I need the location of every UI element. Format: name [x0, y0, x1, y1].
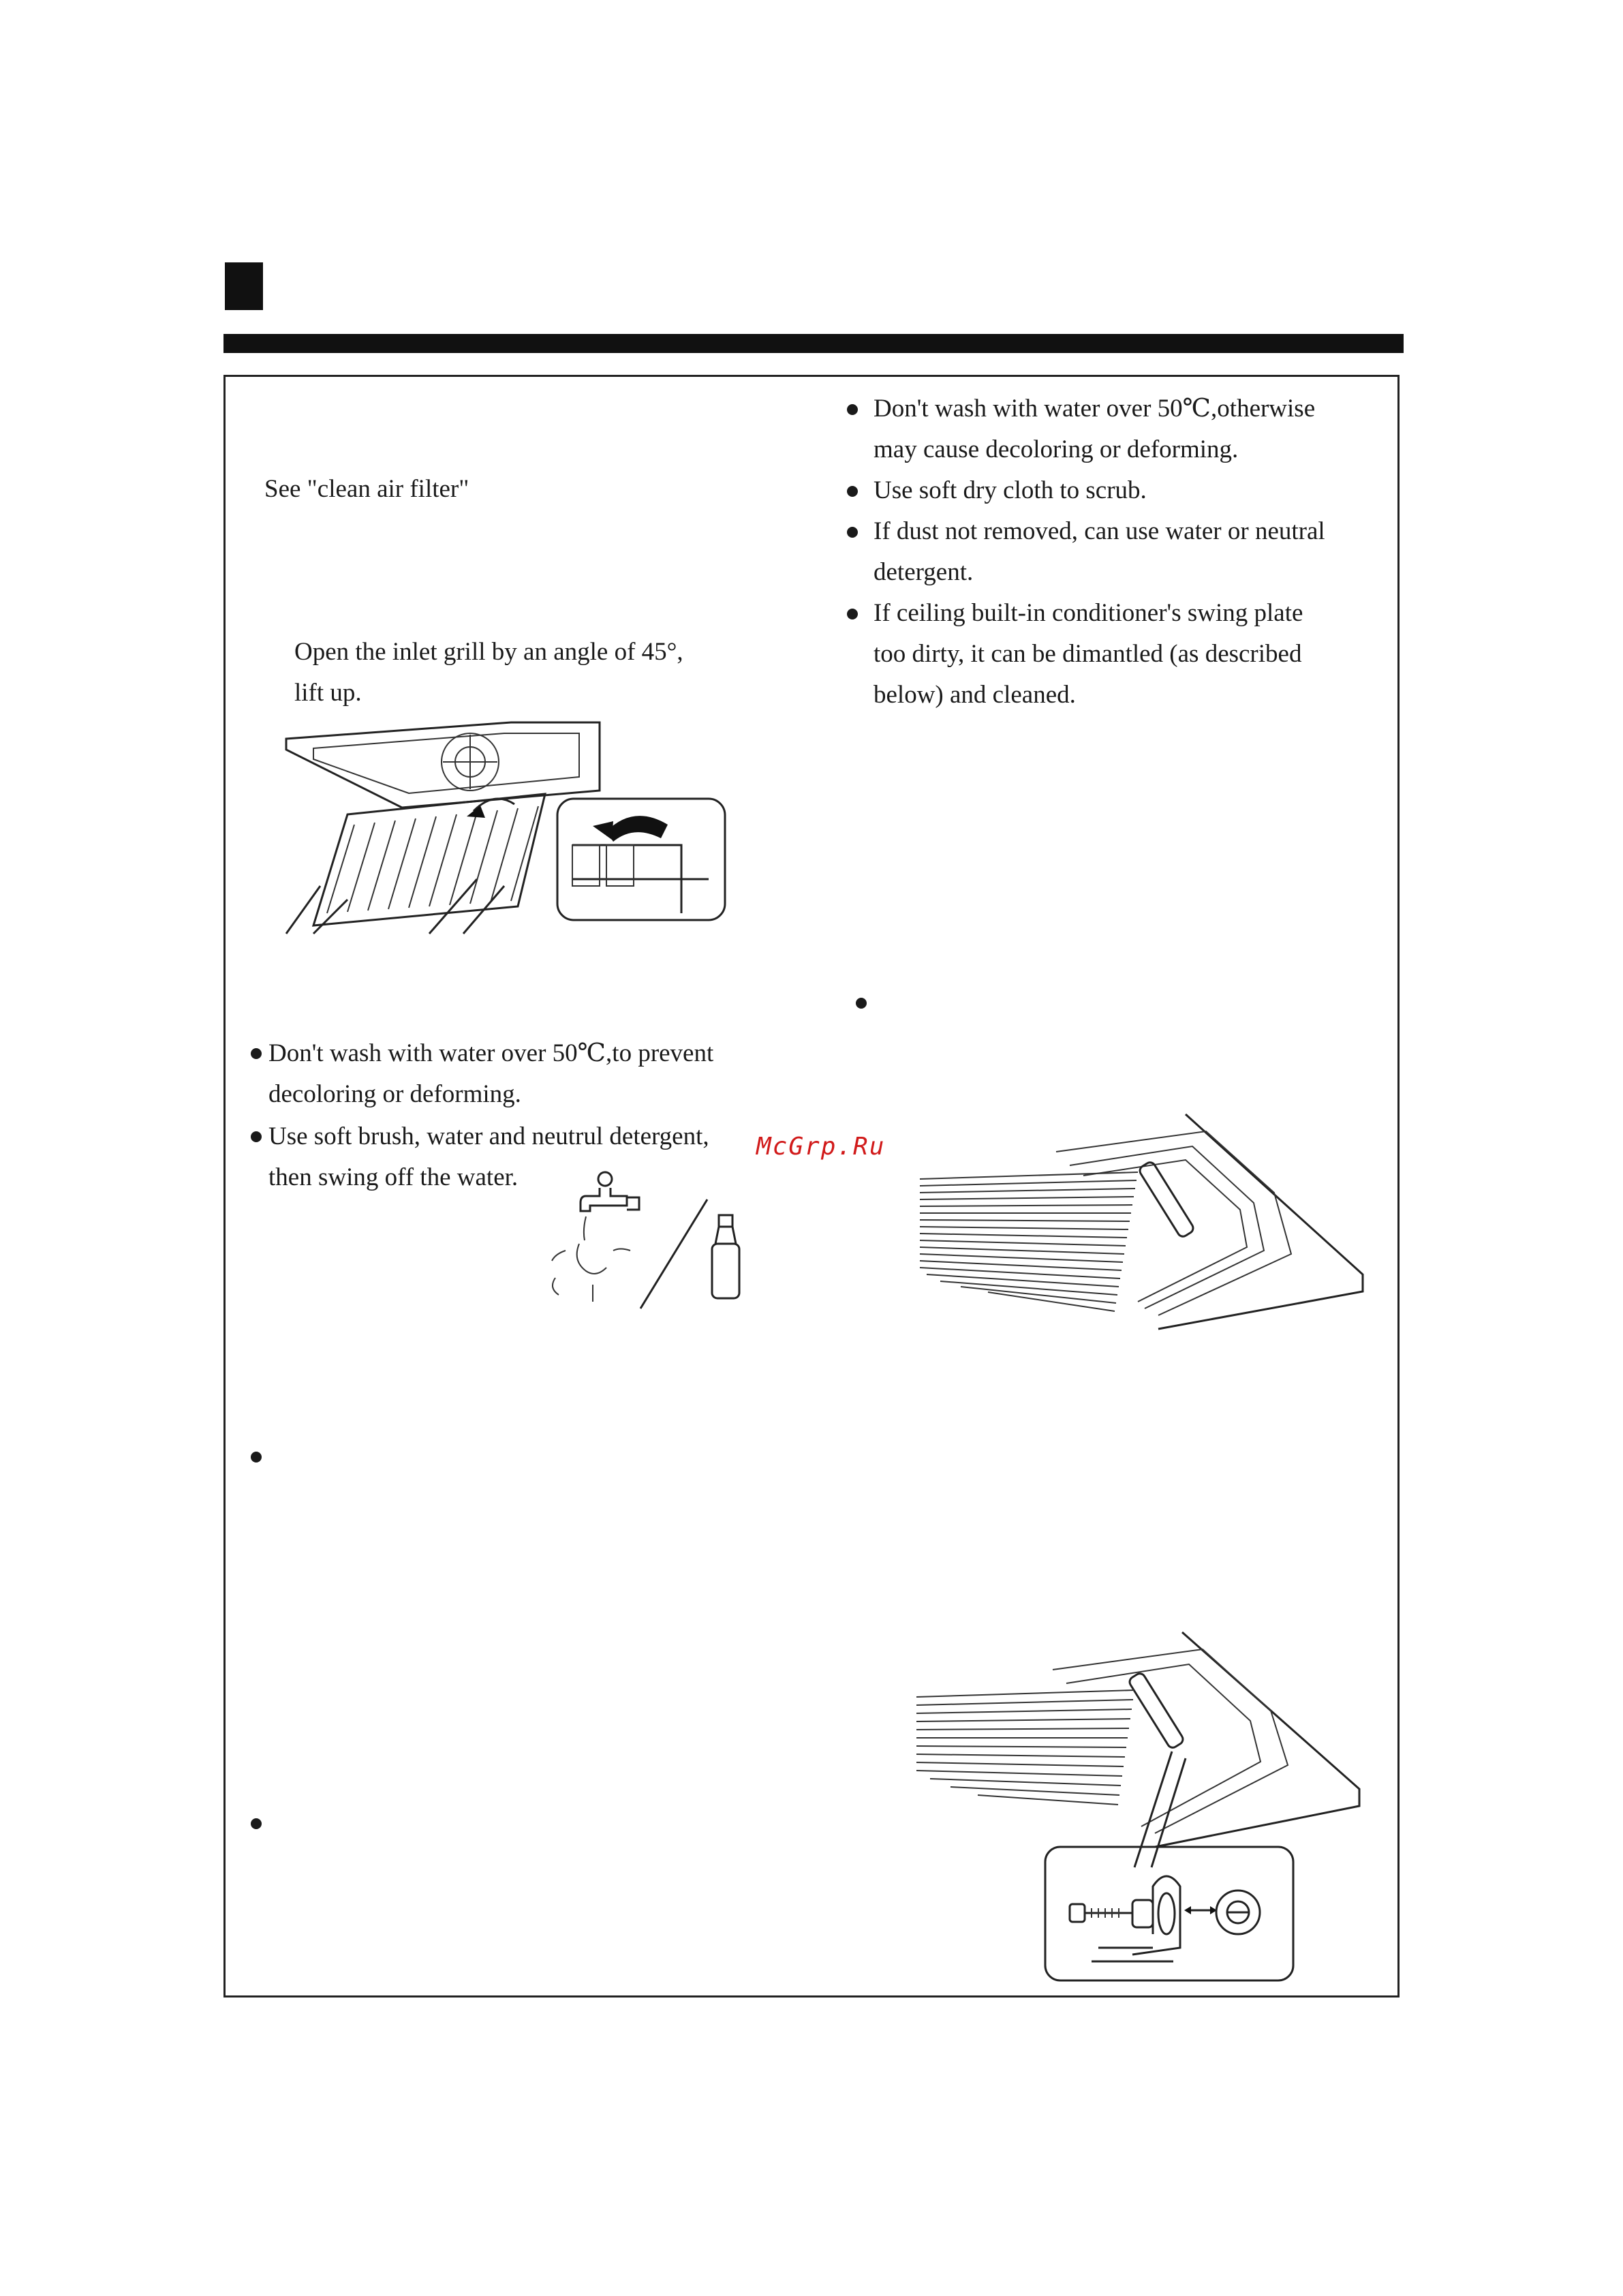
- wash-tip-2-line-2: then swing off the water.: [268, 1163, 519, 1191]
- tip-4-line-1: If ceiling built-in conditioner's swing plate: [874, 599, 1303, 627]
- bullet: [251, 1048, 262, 1059]
- bullet: [847, 609, 858, 619]
- bullet: [251, 1818, 262, 1829]
- inlet-grill-illustration: [273, 709, 743, 934]
- bullet: [847, 404, 858, 415]
- grill-instruction-line-2: lift up.: [294, 679, 362, 707]
- watermark: McGrp.Ru: [756, 1133, 886, 1161]
- bullet: [847, 486, 858, 497]
- bullet: [847, 527, 858, 538]
- bullet: [251, 1452, 262, 1463]
- tip-1-line-1: Don't wash with water over 50℃,otherwise: [874, 395, 1316, 423]
- tip-2-line-1: Use soft dry cloth to scrub.: [874, 476, 1147, 504]
- tip-4-line-3: below) and cleaned.: [874, 681, 1076, 709]
- tip-1-line-2: may cause decoloring or deforming.: [874, 435, 1239, 463]
- swing-plate-detail-illustration: [1044, 1846, 1296, 1982]
- bullet: [856, 998, 867, 1009]
- section-marker: [225, 262, 263, 310]
- tap-and-detergent-illustration: [525, 1169, 749, 1319]
- see-note: See "clean air filter": [264, 475, 469, 503]
- wash-tip-1-line-2: decoloring or deforming.: [268, 1080, 521, 1108]
- wash-tip-1-line-1: Don't wash with water over 50℃,to prevent: [268, 1039, 714, 1067]
- header-bar: [223, 334, 1404, 353]
- swing-plate-illustration-2: [916, 1629, 1373, 1854]
- bullet: [251, 1131, 262, 1142]
- wash-tip-2-line-1: Use soft brush, water and neutrul detergent,: [268, 1122, 709, 1150]
- swing-plate-illustration: [920, 1111, 1376, 1336]
- tip-3-line-1: If dust not removed, can use water or neutral: [874, 517, 1325, 545]
- tip-4-line-2: too dirty, it can be dimantled (as described: [874, 640, 1302, 668]
- grill-instruction-line-1: Open the inlet grill by an angle of 45°,: [294, 638, 683, 666]
- tip-3-line-2: detergent.: [874, 558, 974, 586]
